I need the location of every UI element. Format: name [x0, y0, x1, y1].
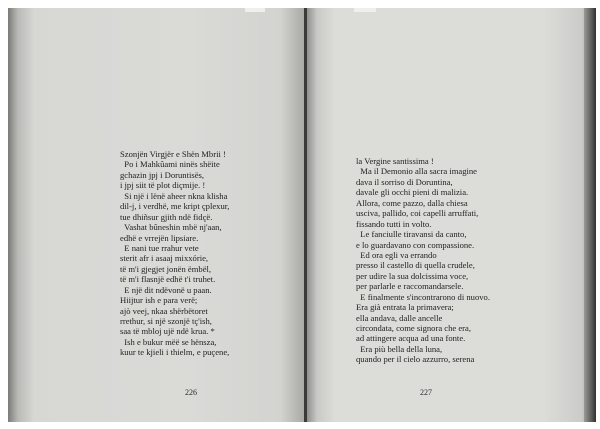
verse-line: të m'i flasnjë edhë t'i truhet. [120, 274, 216, 285]
verse-line: Ed ora egli va errando [356, 249, 437, 260]
verse-line: Po i Mahkûami ninës shëite [120, 159, 220, 170]
verse-line: la Vergine santissima ! [356, 156, 434, 166]
verse-line: rrethur, si një szonjë tç'ish, [120, 316, 212, 326]
verse-line: Le fanciulle tiravansi da canto, [356, 229, 467, 240]
verse-line: sterit afr i asaaj mixxórie, [120, 253, 209, 264]
verse-line: Si një i lënë aheer nkna klisha [120, 190, 228, 201]
verse-line: Ish e bukur mëë se hënsza, [120, 336, 217, 347]
verse-line: edhë e vrrejën lipsiare. [120, 232, 199, 243]
verse-line: E finalmente s'incontrarono di nuovo. [356, 291, 491, 302]
verse-line: tue dhiñsur gjith ndë fidçë. [120, 211, 213, 222]
verse-line: Era già entrata la primavera; [356, 302, 454, 313]
verse-line: Szonjën Virgjër e Shën Mbrii ! [120, 149, 226, 159]
verse-line: ella andava, dalle ancelle [356, 312, 443, 323]
verse-line: fissando tutti in volto. [356, 218, 432, 229]
verse-line: Ma il Demonio alla sacra imagine [356, 166, 477, 177]
right-book-edge [584, 8, 596, 422]
right-page-number: 227 [420, 388, 432, 397]
verse-line: gchazin jpj i Doruntisës, [120, 169, 205, 180]
left-page-tab [245, 8, 265, 12]
verse-line: per udire la sua dolcissima voce, [356, 270, 469, 281]
verse-line: dil-j, i verdhë, me kript çplexur, [120, 201, 230, 212]
verse-line: davale gli occhi pieni di malizia. [356, 187, 469, 198]
left-page-number: 226 [185, 388, 197, 397]
right-page-tab [354, 8, 376, 12]
verse-line: dava il sorriso di Doruntina, [356, 176, 453, 187]
verse-line: saa të mbloj ujë ndë krua. * [120, 326, 215, 337]
verse-line: ajò veej, nkaa shërbëtoret [120, 305, 208, 316]
verse-line: E nani tue rrahur vete [120, 242, 199, 253]
verse-line: per parlarle e raccomandarsele. [356, 281, 464, 292]
right-page-text [356, 156, 490, 365]
verse-line: i jpj siit të plot diçmije. ! [120, 180, 206, 191]
verse-line: Hiijtur ish e para verë; [120, 295, 198, 306]
verse-line: E një dit ndëvonë u paan. [120, 284, 212, 295]
verse-line: të m'i gjegjet jonën ëmbël, [120, 263, 212, 274]
verse-line: circondata, come signora che era, [356, 323, 472, 333]
verse-line: quando per il cielo azzurro, serena [356, 354, 475, 365]
verse-line: Era più bella della luna, [356, 343, 443, 354]
verse-line: usciva, pallido, coi capelli arruffati, [356, 208, 479, 219]
left-page-text [120, 149, 229, 358]
verse-line: presso il castello di quella crudele, [356, 260, 475, 271]
verse-line: ad attingere acqua ad una fonte. [356, 333, 466, 344]
verse-line: kuur te kjieli i thielm, e puçene, [120, 347, 230, 358]
verse-line: e lo guardavano con compassione. [356, 239, 475, 250]
verse-line: Allora, come pazzo, dalla chiesa [356, 197, 468, 208]
verse-line: Vashat bûneshin mbë nj'aan, [120, 222, 222, 233]
